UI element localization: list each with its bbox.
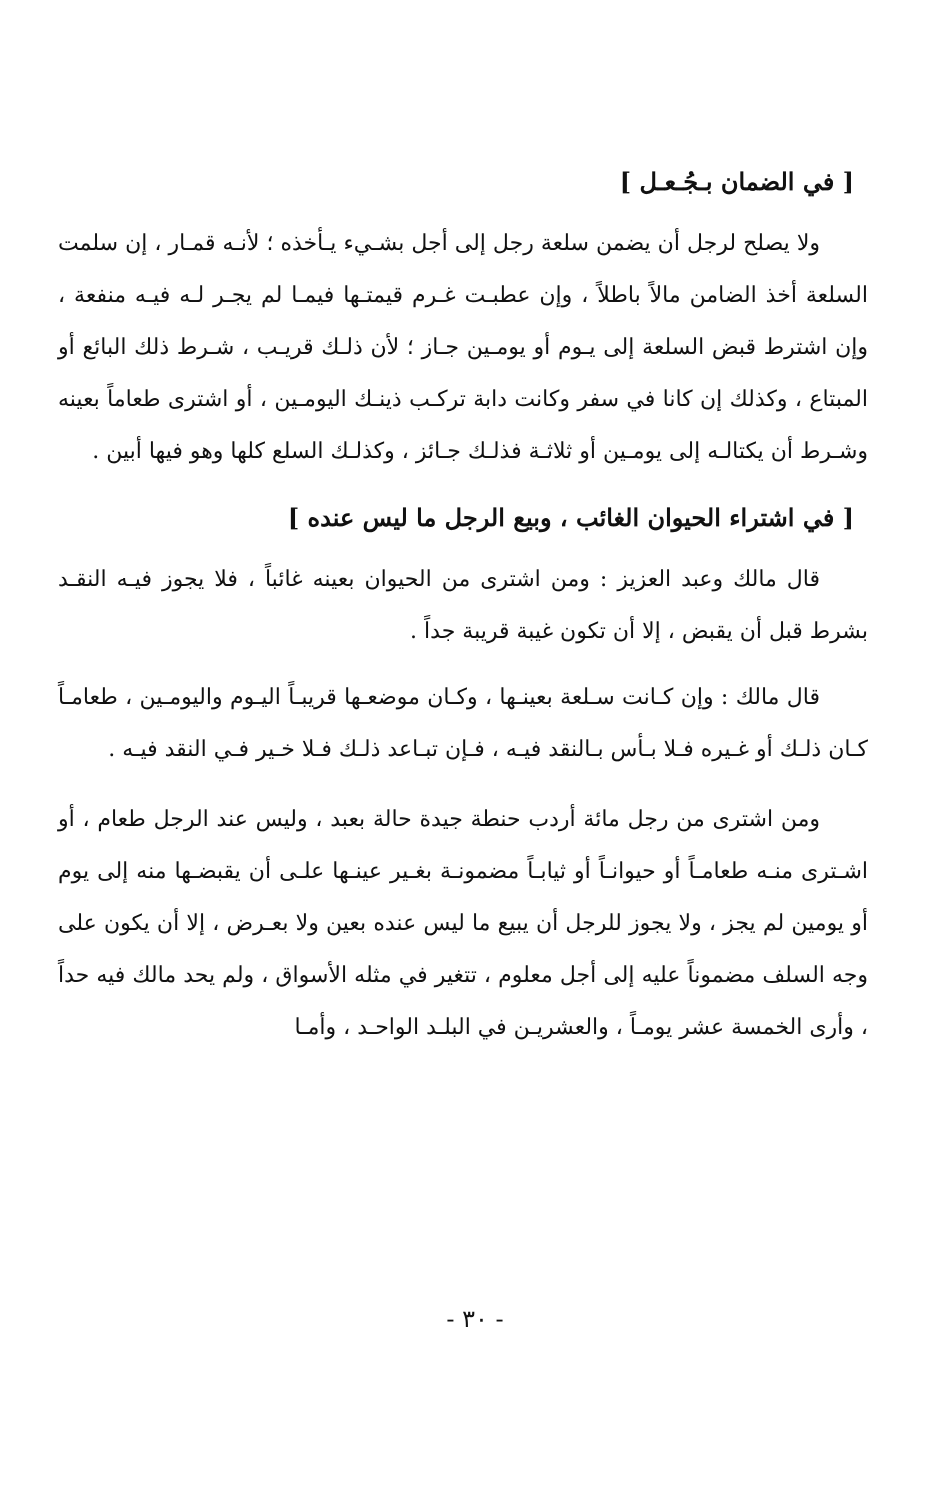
section-heading-guarantee: [ في الضمان بـجُـعـل ] (619, 167, 854, 196)
paragraph-guarantee: ولا يصلح لرجل أن يضمن سلعة رجل إلى أجل بشـيء يـأخذه ؛ لأنـه قمـار ، إن سلمت السلعة أخذ الضامن مالاً باطلاً ، وإن عطبـت غـرم قيمتـها فيمـا لم يجـر لـه فيـه منفعة ، وإن اشترط قبض السلعة إلى يـوم أو يومـين جـاز ؛ لأن ذلـك قريـب ، شـرط ذلك البائع أو المبتاع ، وكذلك إن كانا في سفر وكانت دابة تركـب ذينـك اليومـين ، أو اشترى طعاماً بعينه وشـرط أن يكتالـه إلى يومـين أو ثلاثـة فذلـك جـائز ، وكذلـك السلع كلها وهو فيها أبين . (58, 231, 869, 464)
paragraph-specific-goods: قال مالك : وإن كـانت سـلعة بعينـها ، وكـان موضعـها قريبـاً اليـوم واليومـين ، طعامـاً كـان ذلـك أو غـيره فـلا بـأس بـالنقد فيـه ، فـإن تبـاعد ذلـك فـلا خـير فـي النقد فيـه . (58, 685, 868, 762)
page-number: - ٣٠ - (446, 1305, 504, 1333)
page-body (58, 160, 868, 1068)
paragraph-absent-animal: قال مالك وعبد العزيز : ومن اشترى من الحيوان بعينه غائباً ، فلا يجوز فيـه النقـد بشرط قبل أن يقبض ، إلا أن تكون غيبة قريبة جداً . (58, 567, 868, 644)
section-heading-absent-animal-sale: [ في اشتراء الحيوان الغائب ، وبيع الرجل ما ليس عنده ] (287, 503, 854, 532)
paragraph-wheat-purchase: ومن اشترى من رجل مائة أردب حنطة جيدة حالة بعبد ، وليس عند الرجل طعام ، أو اشـترى منـه طعامـاً أو حيوانـاً أو ثيابـاً مضمونـة بغـير عينـها علـى أن يقبضـها منه إلى يوم أو يومين لم يجز ، ولا يجوز للرجل أن يبيع ما ليس عنده بعين ولا بعـرض ، إلا أن يكون على وجه السلف مضموناً عليه إلى أجل معلوم ، تتغير في مثله الأسواق ، ولم يحد مالك فيه حداً ، وأرى الخمسة عشر يومـاً ، والعشريـن في البلـد الواحـد ، وأمـا (58, 807, 868, 1040)
